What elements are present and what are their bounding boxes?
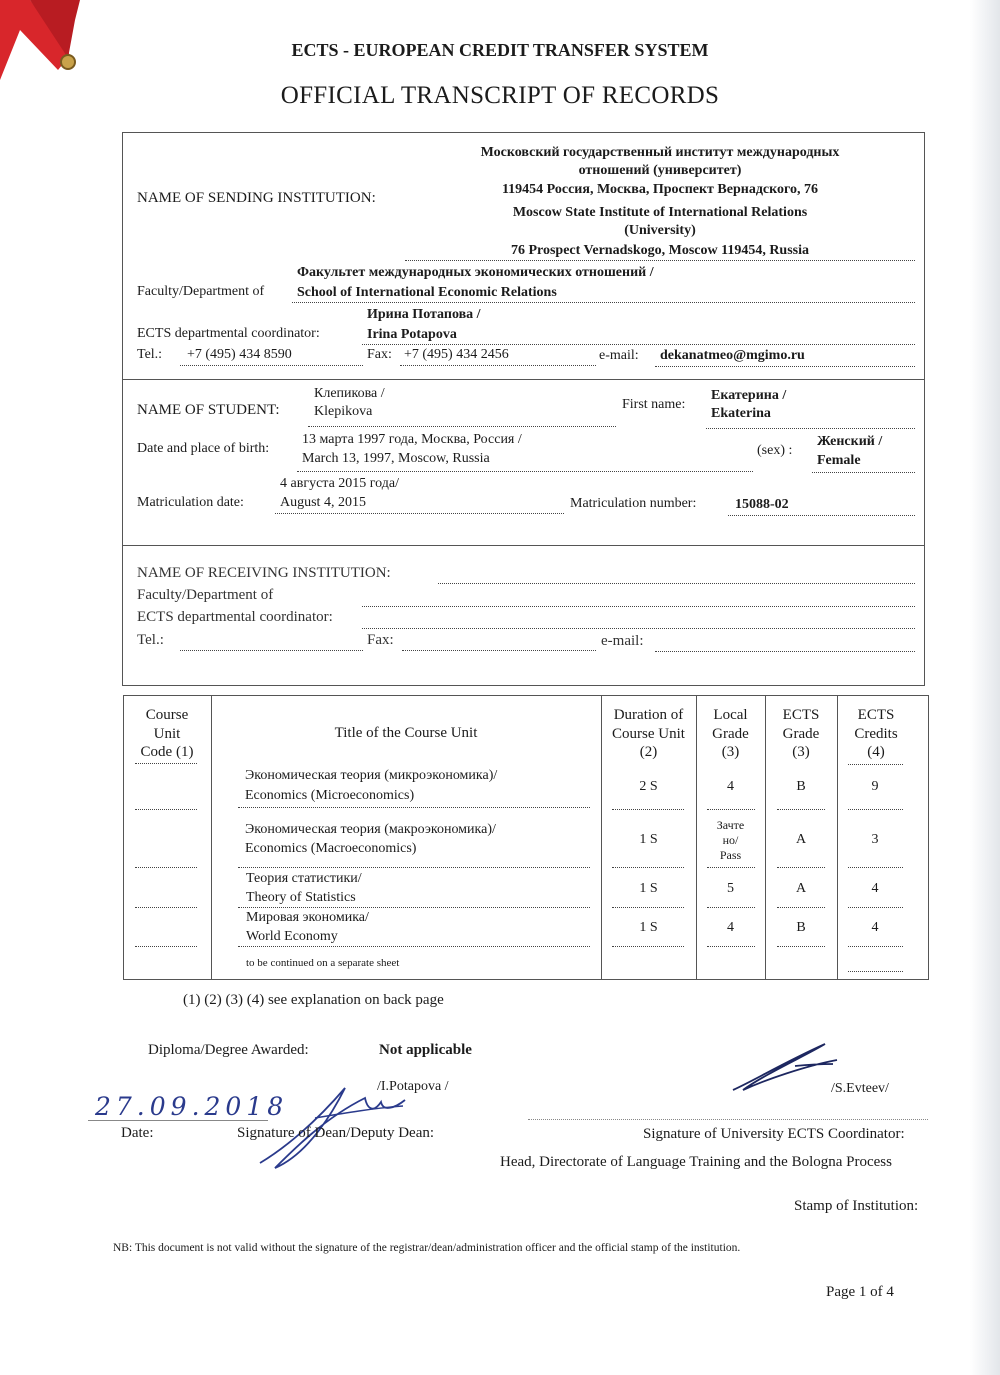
- dotted-line: [238, 867, 590, 868]
- dotted-line: [180, 365, 363, 366]
- first-name-ru: Екатерина /: [711, 388, 787, 403]
- course-local-grade: 4: [727, 920, 734, 935]
- system-title: ECTS - EUROPEAN CREDIT TRANSFER SYSTEM: [291, 40, 709, 60]
- student-name-label: NAME OF STUDENT:: [137, 402, 280, 418]
- matriculation-date-label: Matriculation date:: [137, 495, 244, 510]
- document-title: OFFICIAL TRANSCRIPT OF RECORDS: [280, 82, 720, 109]
- dotted-line: [180, 650, 363, 651]
- dob-ru: 13 марта 1997 года, Москва, Россия /: [302, 432, 522, 447]
- coordinator-signature-icon: [725, 1040, 845, 1100]
- dotted-line: [612, 867, 684, 868]
- sex-label: (sex) :: [757, 443, 793, 458]
- sending-name-en-1: Moscow State Institute of International Relations: [512, 205, 808, 220]
- coordinator-en: Irina Potapova: [367, 327, 457, 342]
- dotted-line: [777, 867, 825, 868]
- receiving-fax-label: Fax:: [367, 632, 394, 648]
- email-label: e-mail:: [599, 348, 639, 363]
- dean-signature-label: Signature of Dean/Deputy Dean:: [237, 1125, 435, 1141]
- student-surname-en: Klepikova: [314, 404, 373, 419]
- course-title-ru: Экономическая теория (микроэкономика)/: [245, 768, 498, 783]
- page-number: Page 1 of 4: [826, 1284, 894, 1300]
- course-title-ru: Теория статистики/: [246, 871, 362, 886]
- dotted-line: [707, 867, 755, 868]
- matriculation-number: 15088-02: [735, 497, 789, 512]
- course-credits: 9: [871, 779, 879, 794]
- course-ects-grade: B: [796, 779, 806, 794]
- course-title-ru: Мировая экономика/: [246, 910, 369, 925]
- course-local-grade: 5: [727, 881, 734, 896]
- explanation-note: (1) (2) (3) (4) see explanation on back page: [183, 992, 444, 1008]
- first-name-label: First name:: [622, 397, 686, 412]
- tel-label: Tel.:: [137, 347, 163, 362]
- fax-value: +7 (495) 434 2456: [404, 347, 509, 362]
- receiving-coordinator-label: ECTS departmental coordinator:: [137, 609, 333, 625]
- course-duration: 1 S: [639, 832, 658, 847]
- dotted-line: [400, 365, 596, 366]
- course-ects-grade: A: [795, 832, 807, 847]
- course-title-en: Theory of Statistics: [246, 890, 356, 905]
- course-local-grade: 4: [727, 779, 734, 794]
- sending-address-ru: 119454 Россия, Москва, Проспект Вернадского, 76: [501, 182, 819, 197]
- handwritten-date: 27.09.2018: [95, 1092, 289, 1121]
- student-surname-ru: Клепикова /: [314, 386, 385, 401]
- dotted-line: [848, 907, 903, 908]
- dotted-line: [135, 867, 197, 868]
- header-course-code: Course Unit Code (1): [140, 707, 194, 760]
- dotted-line: [612, 946, 684, 947]
- dotted-line: [655, 366, 915, 367]
- course-duration: 1 S: [639, 920, 658, 935]
- faculty-label: Faculty/Department of: [137, 284, 265, 299]
- receiving-faculty-label: Faculty/Department of: [137, 587, 274, 603]
- receiving-institution-label: NAME OF RECEIVING INSTITUTION:: [137, 565, 391, 581]
- stamp-label: Stamp of Institution:: [794, 1198, 919, 1214]
- dotted-line: [612, 907, 684, 908]
- dotted-line: [848, 809, 903, 810]
- dotted-line: [655, 651, 915, 652]
- dotted-line: [848, 764, 903, 765]
- dotted-line: [238, 946, 590, 947]
- dotted-line: [438, 583, 915, 584]
- ects-signature-line: [528, 1119, 928, 1120]
- date-line: [88, 1120, 268, 1121]
- header-local-grade: Local Grade (3): [712, 707, 749, 760]
- dotted-line: [706, 428, 915, 429]
- course-ects-grade: A: [795, 881, 807, 896]
- fax-label: Fax:: [367, 347, 392, 362]
- course-title-ru: Экономическая теория (макроэкономика)/: [245, 822, 496, 837]
- dotted-line: [308, 426, 616, 427]
- tel-value: +7 (495) 434 8590: [187, 347, 292, 362]
- dotted-line: [275, 513, 564, 514]
- dotted-line: [848, 946, 903, 947]
- course-title-en: Economics (Microeconomics): [245, 788, 415, 803]
- receiving-tel-label: Tel.:: [137, 632, 164, 648]
- header-ects-grade: ECTS Grade (3): [782, 707, 820, 760]
- dotted-line: [238, 907, 590, 908]
- sending-address-en: 76 Prospect Vernadskogo, Moscow 119454, Russia: [510, 243, 810, 258]
- sending-name-ru-1: Московский государственный институт международных: [480, 145, 840, 160]
- dotted-line: [848, 971, 903, 972]
- dob-en: March 13, 1997, Moscow, Russia: [302, 451, 490, 466]
- dotted-line: [135, 907, 197, 908]
- course-credits: 4: [871, 881, 879, 896]
- faculty-en: School of International Economic Relations: [297, 285, 557, 300]
- matriculation-number-label: Matriculation number:: [570, 496, 697, 511]
- diploma-label: Diploma/Degree Awarded:: [148, 1042, 309, 1058]
- first-name-en: Ekaterina: [711, 406, 771, 421]
- sex-en: Female: [817, 453, 861, 468]
- page-edge-shadow: [970, 0, 1000, 1375]
- sending-name-en-2: (University): [624, 223, 696, 238]
- dotted-line: [777, 907, 825, 908]
- coordinator-name: /S.Evteev/: [831, 1081, 889, 1096]
- dotted-line: [362, 344, 915, 345]
- dotted-line: [135, 809, 197, 810]
- course-credits: 4: [871, 920, 879, 935]
- dotted-line: [362, 606, 915, 607]
- dotted-line: [292, 302, 915, 303]
- dotted-line: [238, 807, 590, 808]
- course-title-en: World Economy: [246, 929, 338, 944]
- ects-signature-label: Signature of University ECTS Coordinator:: [643, 1126, 905, 1142]
- matriculation-date-ru: 4 августа 2015 года/: [280, 476, 399, 491]
- header-title: Title of the Course Unit: [334, 725, 478, 741]
- dotted-line: [135, 946, 197, 947]
- sending-institution-label: NAME OF SENDING INSTITUTION:: [137, 190, 376, 206]
- dotted-line: [848, 867, 903, 868]
- course-credits: 3: [871, 832, 879, 847]
- dob-label: Date and place of birth:: [137, 441, 270, 456]
- course-duration: 2 S: [639, 779, 658, 794]
- diploma-value: Not applicable: [379, 1042, 472, 1058]
- dotted-line: [297, 471, 753, 472]
- date-label: Date:: [121, 1125, 154, 1141]
- dotted-line: [707, 946, 755, 947]
- sending-name-ru-2: отношений (университет): [578, 163, 742, 178]
- email-value: dekanatmeo@mgimo.ru: [660, 348, 805, 363]
- dotted-line: [777, 809, 825, 810]
- dotted-line: [812, 472, 915, 473]
- continued-note: to be continued on a separate sheet: [246, 957, 400, 969]
- course-duration: 1 S: [639, 881, 658, 896]
- header-duration: Duration of Course Unit (2): [612, 707, 685, 760]
- matriculation-date-en: August 4, 2015: [280, 495, 366, 510]
- receiving-email-label: e-mail:: [601, 633, 644, 649]
- dotted-line: [402, 650, 596, 651]
- coordinator-ru: Ирина Потапова /: [367, 307, 481, 322]
- coordinator-label: ECTS departmental coordinator:: [137, 326, 320, 341]
- sex-ru: Женский /: [817, 434, 883, 449]
- dotted-line: [707, 907, 755, 908]
- course-local-grade: Зачте но/ Pass: [716, 818, 745, 862]
- head-directorate-label: Head, Directorate of Language Training and the Bologna Process: [500, 1154, 892, 1170]
- dotted-line: [612, 809, 684, 810]
- course-ects-grade: B: [796, 920, 806, 935]
- dotted-line: [777, 946, 825, 947]
- dotted-line: [135, 763, 197, 764]
- dotted-line: [728, 515, 915, 516]
- dotted-line: [707, 809, 755, 810]
- nb-note: NB: This document is not valid without the signature of the registrar/dean/administration officer and the official stamp of the institution.: [113, 1242, 741, 1254]
- faculty-ru: Факультет международных экономических отношений /: [297, 265, 654, 280]
- dotted-line: [362, 628, 915, 629]
- dotted-line: [405, 260, 915, 261]
- course-title-en: Economics (Macroeconomics): [245, 841, 417, 856]
- header-ects-credits: ECTS Credits (4): [854, 707, 898, 760]
- dean-name: /I.Potapova /: [377, 1079, 449, 1094]
